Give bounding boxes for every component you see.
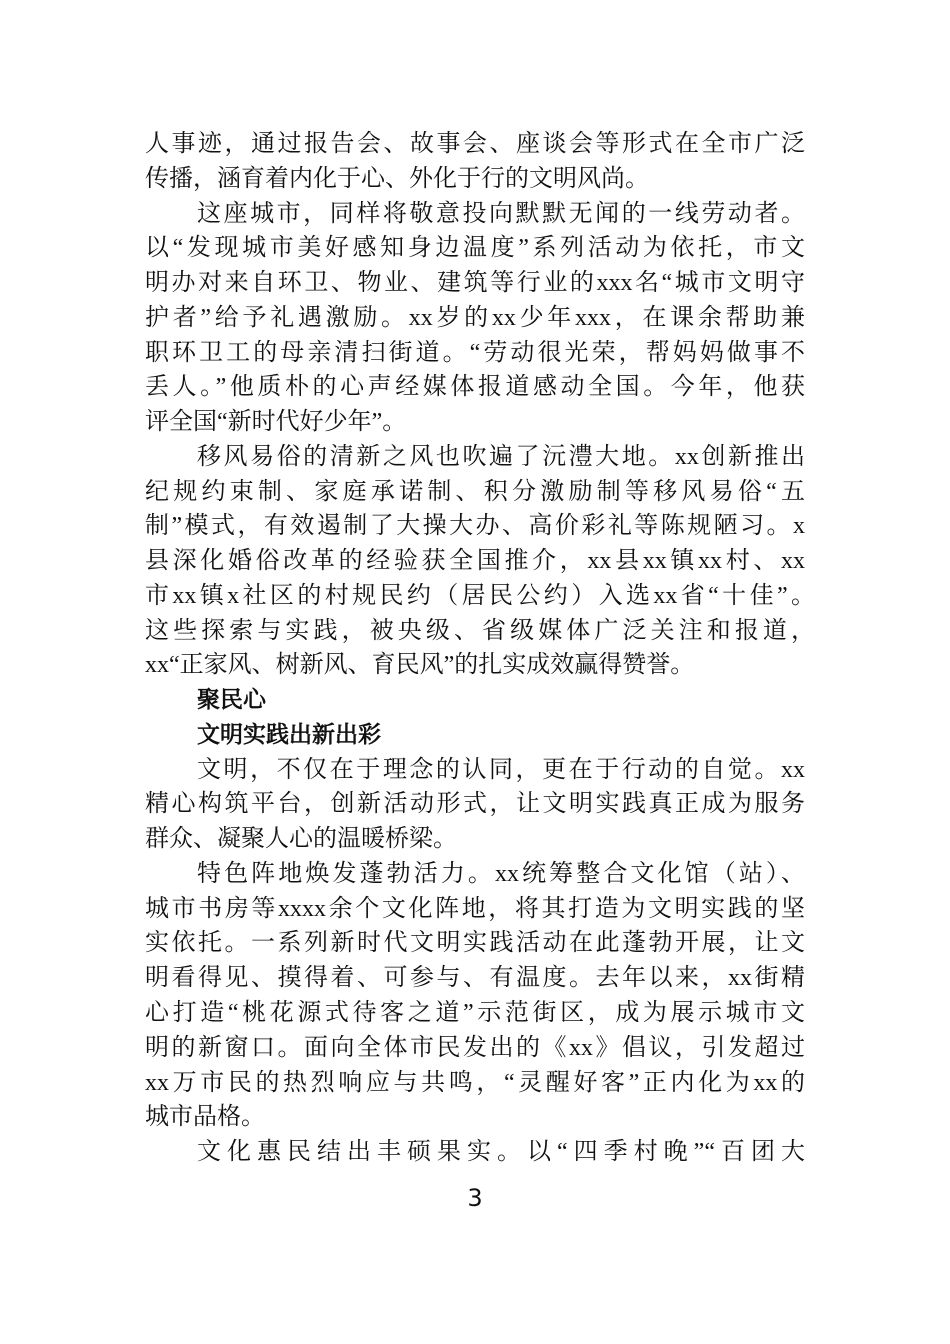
page-number: 3	[467, 1184, 483, 1212]
text-line: 职环卫工的母亲清扫街道。“劳动很光荣，帮妈妈做事不	[145, 339, 805, 366]
text-line: 城市书房等xxxx余个文化阵地，将其打造为文明实践的坚	[145, 895, 805, 922]
text-line: 城市品格。	[145, 1104, 265, 1131]
text-line: 心打造“桃花源式待客之道”示范街区，成为展示城市文	[145, 1000, 805, 1026]
text-line: 这座城市，同样将敬意投向默默无闻的一线劳动者。	[197, 200, 805, 227]
text-line: 护者”给予礼遇激励。xx岁的xx少年xxx，在课余帮助兼	[145, 304, 805, 331]
text-line: 评全国“新时代好少年”。	[145, 409, 407, 436]
text-line: 制”模式，有效遏制了大操大办、高价彩礼等陈规陋习。x	[145, 513, 805, 540]
text-line: 以“发现城市美好感知身边温度”系列活动为依托，市文	[145, 235, 805, 262]
text-line: 实依托。一系列新时代文明实践活动在此蓬勃开展，让文	[145, 930, 805, 957]
section-heading: 聚民心	[197, 687, 266, 714]
text-line: 人事迹，通过报告会、故事会、座谈会等形式在全市广泛	[145, 131, 805, 157]
text-line: 纪规约束制、家庭承诺制、积分激励制等移风易俗“五	[145, 478, 805, 505]
section-heading: 文明实践出新出彩	[197, 721, 381, 748]
text-line: 文明，不仅在于理念的认同，更在于行动的自觉。xx	[197, 756, 805, 783]
text-line: 群众、凝聚人心的温暖桥梁。	[145, 826, 457, 853]
text-line: 精心构筑平台，创新活动形式，让文明实践真正成为服务	[145, 791, 805, 818]
text-line: 丢人。”他质朴的心声经媒体报道感动全国。今年，他获	[145, 374, 805, 401]
text-line: 县深化婚俗改革的经验获全国推介，xx县xx镇xx村、xx	[145, 548, 805, 575]
text-line: 市xx镇x社区的村规民约（居民公约）入选xx省“十佳”。	[145, 582, 815, 609]
text-line: 文化惠民结出丰硕果实。以“四季村晚”“百团大	[197, 1139, 805, 1166]
text-line: 明办对来自环卫、物业、建筑等行业的xxx名“城市文明守	[145, 270, 805, 297]
text-line: 传播，涵育着内化于心、外化于行的文明风尚。	[145, 165, 649, 192]
text-line: 移风易俗的清新之风也吹遍了沅澧大地。xx创新推出	[197, 443, 805, 470]
text-line: xx万市民的热烈响应与共鸣，“灵醒好客”正内化为xx的	[145, 1069, 805, 1096]
text-line: 明看得见、摸得着、可参与、有温度。去年以来，xx街精	[145, 965, 805, 992]
text-line: 明的新窗口。面向全体市民发出的《xx》倡议，引发超过	[145, 1034, 805, 1061]
text-line: 特色阵地焕发蓬勃活力。xx统筹整合文化馆（站）、	[197, 860, 805, 887]
text-line: xx“正家风、树新风、育民风”的扎实成效赢得赞誉。	[145, 652, 695, 679]
text-line: 这些探索与实践，被央级、省级媒体广泛关注和报道，	[145, 617, 815, 644]
